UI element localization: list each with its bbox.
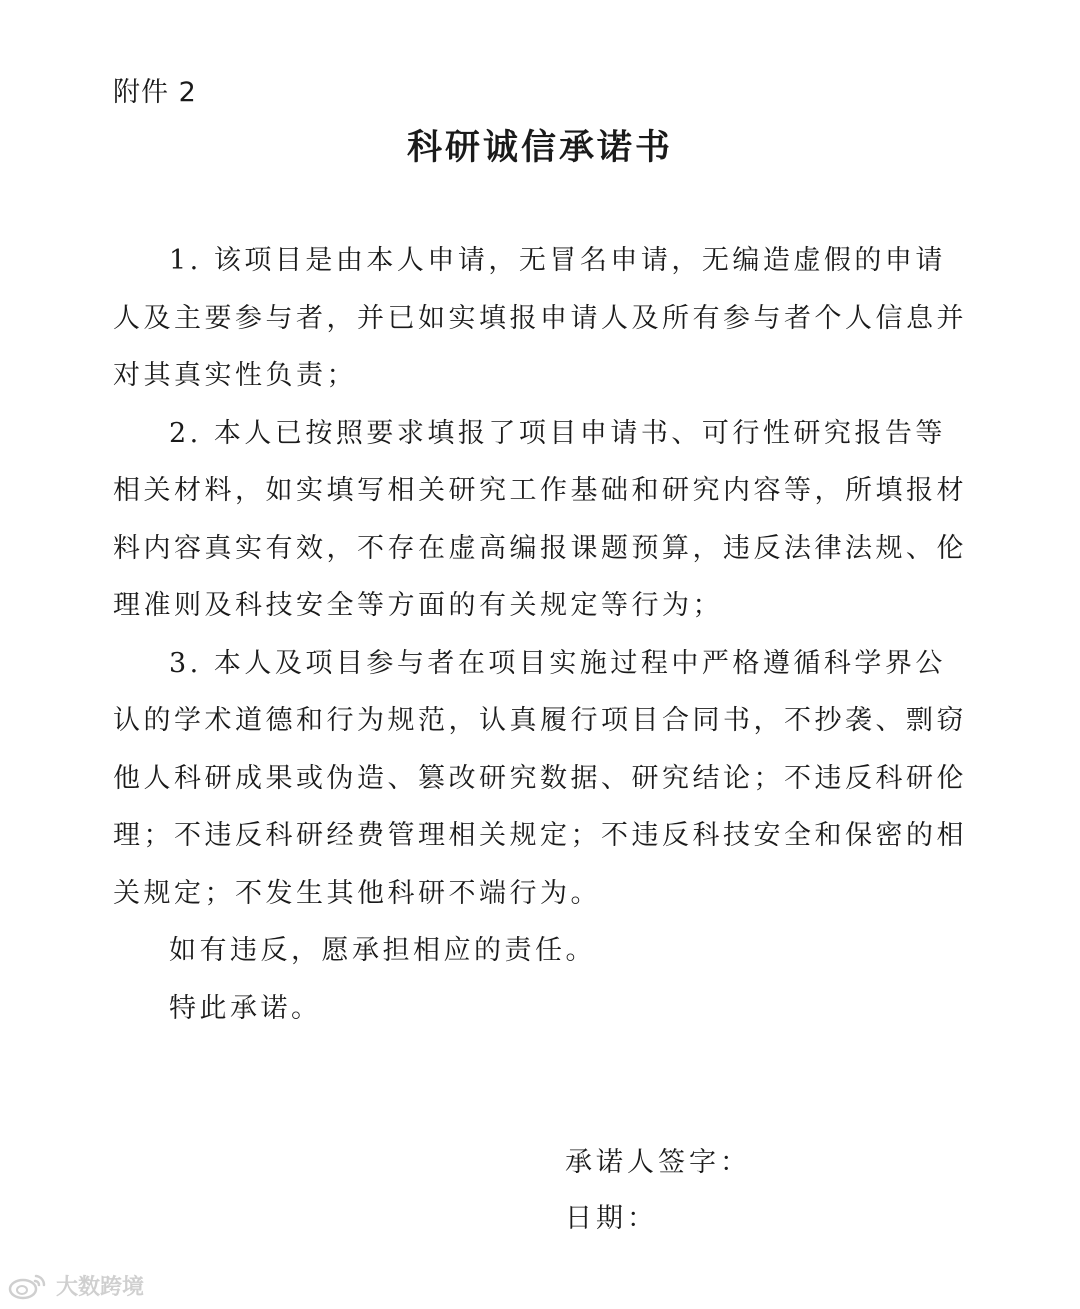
paragraph-closing: 特此承诺。	[169, 992, 322, 1024]
attachment-label: 附件 2	[113, 77, 197, 108]
paragraph-violation: 如有违反，愿承担相应的责任。	[169, 935, 596, 966]
paragraph-1: 1. 该项目是由本人申请，无冒名申请，无编造虚假的申请人及主要参与者，并已如实填报申请人及所有参与者个人信息并对其真实性负责；	[113, 245, 967, 391]
signer-label: 承诺人签字：	[565, 1147, 751, 1178]
document-body	[113, 232, 971, 1037]
paragraph-2: 2. 本人已按照要求填报了项目申请书、可行性研究报告等相关材料，如实填写相关研究工作基础和研究内容等，所填报材料内容真实有效，不存在虚高编报课题预算，违反法律法规、伦理准则及科技安全等方面的有关规定等行为；	[113, 417, 967, 621]
document-title: 科研诚信承诺书	[406, 128, 673, 168]
paragraph-3: 3. 本人及项目参与者在项目实施过程中严格遵循科学界公认的学术道德和行为规范，认真履行项目合同书，不抄袭、剽窃他人科研成果或伪造、篡改研究数据、研究结论；不违反科研伦理；不违反科研经费管理相关规定；不违反科技安全和保密的相关规定；不发生其他科研不端行为。	[113, 647, 967, 909]
weibo-logo-icon	[8, 1272, 48, 1300]
date-label: 日期：	[565, 1203, 658, 1234]
watermark	[8, 1270, 144, 1301]
watermark-text: 大数跨境	[56, 1275, 145, 1300]
